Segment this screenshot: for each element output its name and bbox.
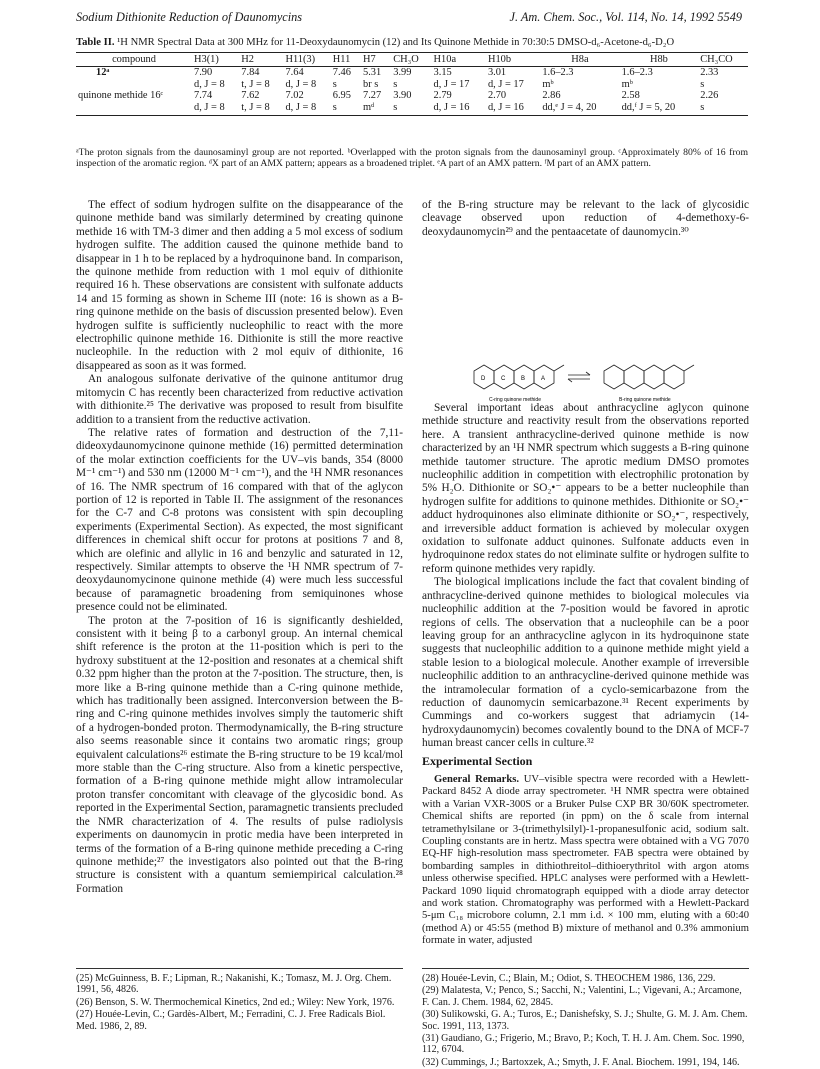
table-footnotes: ᵃThe proton signals from the daunosaminyl group are not reported. ᵇOverlapped with the proton signals from the daunosaminyl group. ᶜApproximately 80% of 16 from inspection of the aromatic region. ᵈX part of an AMX pattern; appears as a broadened triplet. ᵉA part of an AMX pattern. ᶠM part of an AMX pattern. [76, 147, 748, 170]
table-cell: d, J = 8 [283, 102, 330, 116]
table-cell: 6.95 [332, 90, 351, 102]
paragraph-lead: General Remarks. [434, 774, 520, 785]
table-header-cell: H8a [540, 53, 619, 67]
table-cell: 1.6–2.3 [621, 67, 653, 79]
table-cell: 7.27 [363, 90, 382, 102]
table-cell: s [393, 78, 398, 90]
running-head [76, 10, 742, 28]
table-cell: 2.33 [700, 67, 719, 79]
left-column [76, 199, 403, 896]
ring-label-b: B [521, 376, 526, 382]
table-header-cell: H3(1) [192, 53, 239, 67]
table-cell: 7.02 [285, 90, 304, 102]
paragraph: of the B-ring structure may be relevant to the lack of glycosidic cleavage observed upon reduction of 4-demethoxy-6-deoxydaunomycin²⁹ and the pentaacetate of daunomycin.³⁰ [422, 199, 749, 238]
table-cell: mᵇ [621, 78, 633, 90]
table-header-cell: H7 [361, 53, 391, 67]
table-cell: mᵈ [361, 102, 391, 116]
table-cell: 7.84 [241, 67, 260, 79]
table-cell: 3.99 [393, 67, 412, 79]
paragraph-text: UV–visible spectra were recorded with a Hewlett-Packard 8452 A diode array spectrometer. ¹H NMR spectra were obtained with a Varian VXR-300S or a Bruker Pulse CXP BR 30/60K spectrometer. Chemical shifts are reported (in ppm) on the δ scale from internal tetramethylsilane or 3-(trimethylsilyl)-1-propanesulfonic acid, sodium salt. Coupling constants are in hertz. Mass spectra were obtained with a VG 7070 EQ-HF high-resolution mass spectrometer. FAB spectra were obtained by bombarding samples in dithiothreitol–dithioerythritol with argon atoms unless otherwise specified. HPLC analyses were performed with a Hewlett-Packard 1090 liquid chromatograph equipped with a diode array detector and work station. Chromatography was performed with a Hewlett-Packard 5-μm C₁₈ microbore column, 2.1 mm i.d. × 100 mm, eluting with a 60:40 (method A) or 45:55 (method B) mixture of methanol and 0.3% ammonium formate in water, adjusted [422, 774, 750, 947]
experimental-section [422, 774, 749, 948]
quinone-methide-tautomer-scheme [464, 355, 704, 403]
table-cell: mᵇ [542, 78, 554, 90]
table-cell: 2.70 [487, 90, 507, 102]
paragraph: Several important ideas about anthracycline aglycon quinone methide structure and reactivity result from the observations reported here. A transient anthracycline-derived quinone methide is now characterized by an ¹H NMR spectrum which suggests a B-ring quinone methide tautomer structure. The aprotic medium DMSO promotes nucleophilic addition in competition with electrophilic protonation by 5% H₂O. Dithionite or SO₂•⁻ appears to be a better nucleophile than hydrogen sulfite for additions to quinone methides. Dithionite or SO₂•⁻ adduct hydroquinones also eliminate dithionite or SO₂•⁻, respectively, and irreversible adduct formation is achieved by molecular oxygen oxidation to sulfonate adduct quinones. Sulfonate adducts even in hydroquinone redox states do not eliminate sulfite or hydrogen sulfite to reform quinone methides very rapidly. [422, 402, 749, 575]
table-cell: 2.86 [542, 90, 561, 102]
table-cell: 7.64 [285, 67, 304, 79]
table-header-cell: compound [76, 53, 192, 67]
table-cell: 7.62 [241, 90, 260, 102]
table-caption-label: Table II. [76, 37, 115, 48]
table-cell: 7.46 [332, 67, 351, 79]
paragraph [422, 774, 749, 948]
table-cell: 3.15 [433, 67, 452, 79]
table-cell: dd,ᵉ J = 4, 20 [540, 102, 619, 116]
paragraph: The proton at the 7-position of 16 is significantly deshielded, consistent with it being β to a carbonyl group. An internal chemical shift reference is the proton at the 11-position which is peri to the hydroxy substituent at the 12-position and resonates at a chemical shift 0.32 ppm higher than the proton at the 7-position. The structure, then, is more like a B-ring quinone methide than a C-ring quinone methide, which has traditionally been assigned. Interconversion between the B-ring and C-ring quinone methides involves simply the tautomeric shift of a hydrogen-bonded proton. Thermodynamically, the B-ring structure also seems reasonable since it contains two aromatic rings; group equivalent calculations²⁶ estimate the B-ring structure to be 19 kcal/mol more stable than the C-ring structure. Also from a kinetic perspective, formation of a B-ring quinone methide might allow intramolecular proton transfer concomitant with cleavage of the glycosidic bond. As reported in the Experimental Section, paramagnetic transients precluded the NMR characterization of 4. The results of pulse radiolysis experiments on daunomycin in protic media have been interpreted in terms of the formation of a B-ring quinone methide preceding a C-ring quinone methide;²⁷ the investigators also pointed out that the B-ring structure is consistent with a quantum semiempirical calculation.²⁸ Formation [76, 614, 403, 895]
reference: (27) Houée-Levin, C.; Gardès-Albert, M.; Ferradini, C. J. Free Radicals Biol. Med. 1986, 2, 89. [76, 1009, 386, 1032]
reference: (29) Malatesta, V.; Penco, S.; Sacchi, N.; Valentini, L.; Vigevani, A.; Arcamone, F. Can. J. Chem. 1984, 62, 2845. [422, 985, 742, 1008]
table-cell: 7.74 [194, 90, 213, 102]
right-column-top [422, 199, 749, 239]
table-cell: d, J = 16 [432, 102, 486, 116]
table-header-cell: H11(3) [283, 53, 330, 67]
reference: (31) Gaudiano, G.; Frigerio, M.; Bravo, P.; Koch, T. H. J. Am. Chem. Soc. 1990, 112, 6704. [422, 1033, 745, 1056]
table-cell: 3.01 [487, 67, 507, 79]
table-cell: d, J = 8 [285, 78, 317, 90]
references-right [422, 968, 749, 1069]
table-cell: 5.31 [363, 67, 382, 79]
table-cell [76, 102, 192, 116]
reference: (28) Houée-Levin, C.; Blain, M.; Odiot, S. THEOCHEM 1986, 136, 229. [422, 973, 716, 984]
table-cell: d, J = 16 [486, 102, 540, 116]
paragraph: An analogous sulfonate derivative of the quinone antitumor drug mitomycin C has recently been characterized from reductive activation with dithionite.²⁵ The derivative was proposed to result from bisulfite addition to a transient from the reductive activation. [76, 373, 403, 426]
reference: (32) Cummings, J.; Bartoxzek, A.; Smyth, J. F. Anal. Biochem. 1991, 194, 146. [422, 1056, 740, 1068]
table-cell: s [331, 102, 361, 116]
references-left [76, 968, 403, 1033]
reference: (30) Sulikowski, G. A.; Turos, E.; Danishefsky, S. J.; Shulte, G. M. J. Am. Chem. Soc. 1991, 113, 1373. [422, 1009, 748, 1032]
table-cell: d, J = 17 [487, 78, 524, 90]
table-cell: 3.90 [393, 90, 412, 102]
table-caption-text: ¹H NMR Spectral Data at 300 MHz for 11-Deoxydaunomycin (12) and Its Quinone Methide in 70:30:5 DMSO-d₆-Acetone-d₆-D₂O [114, 37, 675, 48]
running-head-title: Sodium Dithionite Reduction of Daunomycins [76, 10, 303, 24]
table-cell: 2.79 [433, 90, 452, 102]
scheme-right-caption: B-ring quinone methide [619, 397, 671, 403]
table-cell: quinone methide 16ᶜ [78, 90, 164, 102]
table-cell: s [391, 102, 431, 116]
table-row [76, 79, 748, 90]
table-cell: d, J = 8 [194, 78, 225, 90]
table-cell: s [332, 78, 337, 90]
ring-label-a: A [541, 376, 546, 382]
table-cell: s [698, 102, 748, 116]
ring-label-c: C [501, 376, 506, 382]
table-caption [76, 37, 748, 48]
table-cell: d, J = 17 [433, 78, 470, 90]
table-cell: d, J = 8 [192, 102, 239, 116]
paragraph: The biological implications include the fact that covalent binding of anthracycline-derived quinone methides to biological molecules via nucleophilic addition at the 7-position would be favored in aprotic regions of cells. The observation that a nucleophile can be a poor leaving group for an anthracycline aglycon in its hydroquinone state suggests that nucleophilic addition to a quinone methide might yield a stable lesion to a biological molecule. Another example of irreversible nucleophilic addition to an anthracycline-derived quinone methide was the intramolecular formation of a cyclo-semicarbazone from the reduction of daunomycin semicarbazone.³¹ Recent experiments by Cummings and co-workers suggest that adriamycin (14-hydroxydaunomycin) becomes covalently bound to the DNA of MCF-7 human breast cancer cells in culture.³² [422, 576, 749, 750]
reference: (26) Benson, S. W. Thermochemical Kinetics, 2nd ed.; Wiley: New York, 1976. [76, 996, 395, 1008]
table-cell: 12ᵃ [96, 67, 110, 79]
nmr-table [76, 52, 748, 116]
table-cell: t, J = 8 [241, 78, 270, 90]
table-cell: br s [363, 78, 379, 90]
table-row [76, 67, 748, 79]
table-header-cell: CH₃CO [698, 53, 748, 67]
scheme-left-caption: C-ring quinone methide [489, 397, 541, 403]
table-header-cell: CH₃O [391, 53, 431, 67]
reference: (25) McGuinness, B. F.; Lipman, R.; Nakanishi, K.; Tomasz, M. J. Org. Chem. 1991, 56, 4826. [76, 973, 392, 996]
table-row [76, 102, 748, 116]
table-cell: t, J = 8 [239, 102, 283, 116]
table-cell: 7.90 [194, 67, 213, 79]
table-cell: 1.6–2.3 [542, 67, 574, 79]
paragraph: The relative rates of formation and destruction of the 7,11-dideoxydaunomycinone quinone methide (16) permitted determination of the molar extinction coefficients for the UV–vis bands, 354 (8000 M⁻¹ cm⁻¹) and 530 nm (12000 M⁻¹ cm⁻¹), and the ¹H NMR resonances of 16. The NMR spectrum of 16 compared with that of the aglycon portion of 12 is reported in Table II. The assignment of the resonances for the C-7 and C-8 protons was consistent with spin decoupling experiments (Experimental Section). As expected, the most significant differences in chemical shift occur for protons at positions 7 and 8, which are olefinic and allylic in 16 and benzylic and saturated in 12, respectively. Similar attempts to observe the ¹H NMR spectrum of 7-deoxydaunomycinone quinone methide (4) were much less successful because of paramagnetic broadening from semiquinones whose presence could not be eliminated. [76, 426, 403, 614]
table-cell: dd,ᶠ J = 5, 20 [620, 102, 699, 116]
table-header-cell: H8b [620, 53, 699, 67]
paragraph: The effect of sodium hydrogen sulfite on the disappearance of the quinone methide band was similarly determined by creating quinone methide 16 with TM-3 dimer and then adding a 5 mol excess of sodium hydrogen sulfite. The addition caused the quinone methide band to disappear in 1 h to be replaced by a hydroquinone band. In comparison, the quinone methide from reduction with 1 mol equiv of dithionite required 16 h. These observations are consistent with sulfonate adducts 14 and 15 forming as shown in Scheme III (note: 16 is shown as a B-ring quinone methide on the basis of discussion presented below). Even hydrogen sulfite is sufficiently nucleophilic to react with the more electrophilic quinone methide 16. Dithionite is still the more reactive nucleophile. In the reduction with 2 mol equiv of dithionite, 16 disappeared as soon as it was formed. [76, 199, 403, 372]
table-row [76, 90, 748, 101]
running-head-citation: J. Am. Chem. Soc., Vol. 114, No. 14, 1992 5549 [509, 10, 742, 24]
table-header-cell: H10b [486, 53, 540, 67]
right-column-middle [422, 402, 749, 751]
ring-label-d: D [481, 376, 486, 382]
table-cell: s [700, 78, 705, 90]
table-header-cell: H10a [432, 53, 486, 67]
table-header-cell: H11 [331, 53, 361, 67]
table-cell: 2.58 [621, 90, 640, 102]
table-header-cell: H2 [239, 53, 283, 67]
table-header-row [76, 53, 748, 67]
section-heading: Experimental Section [422, 754, 533, 768]
table-cell: 2.26 [700, 90, 719, 102]
table-cell [76, 79, 192, 90]
